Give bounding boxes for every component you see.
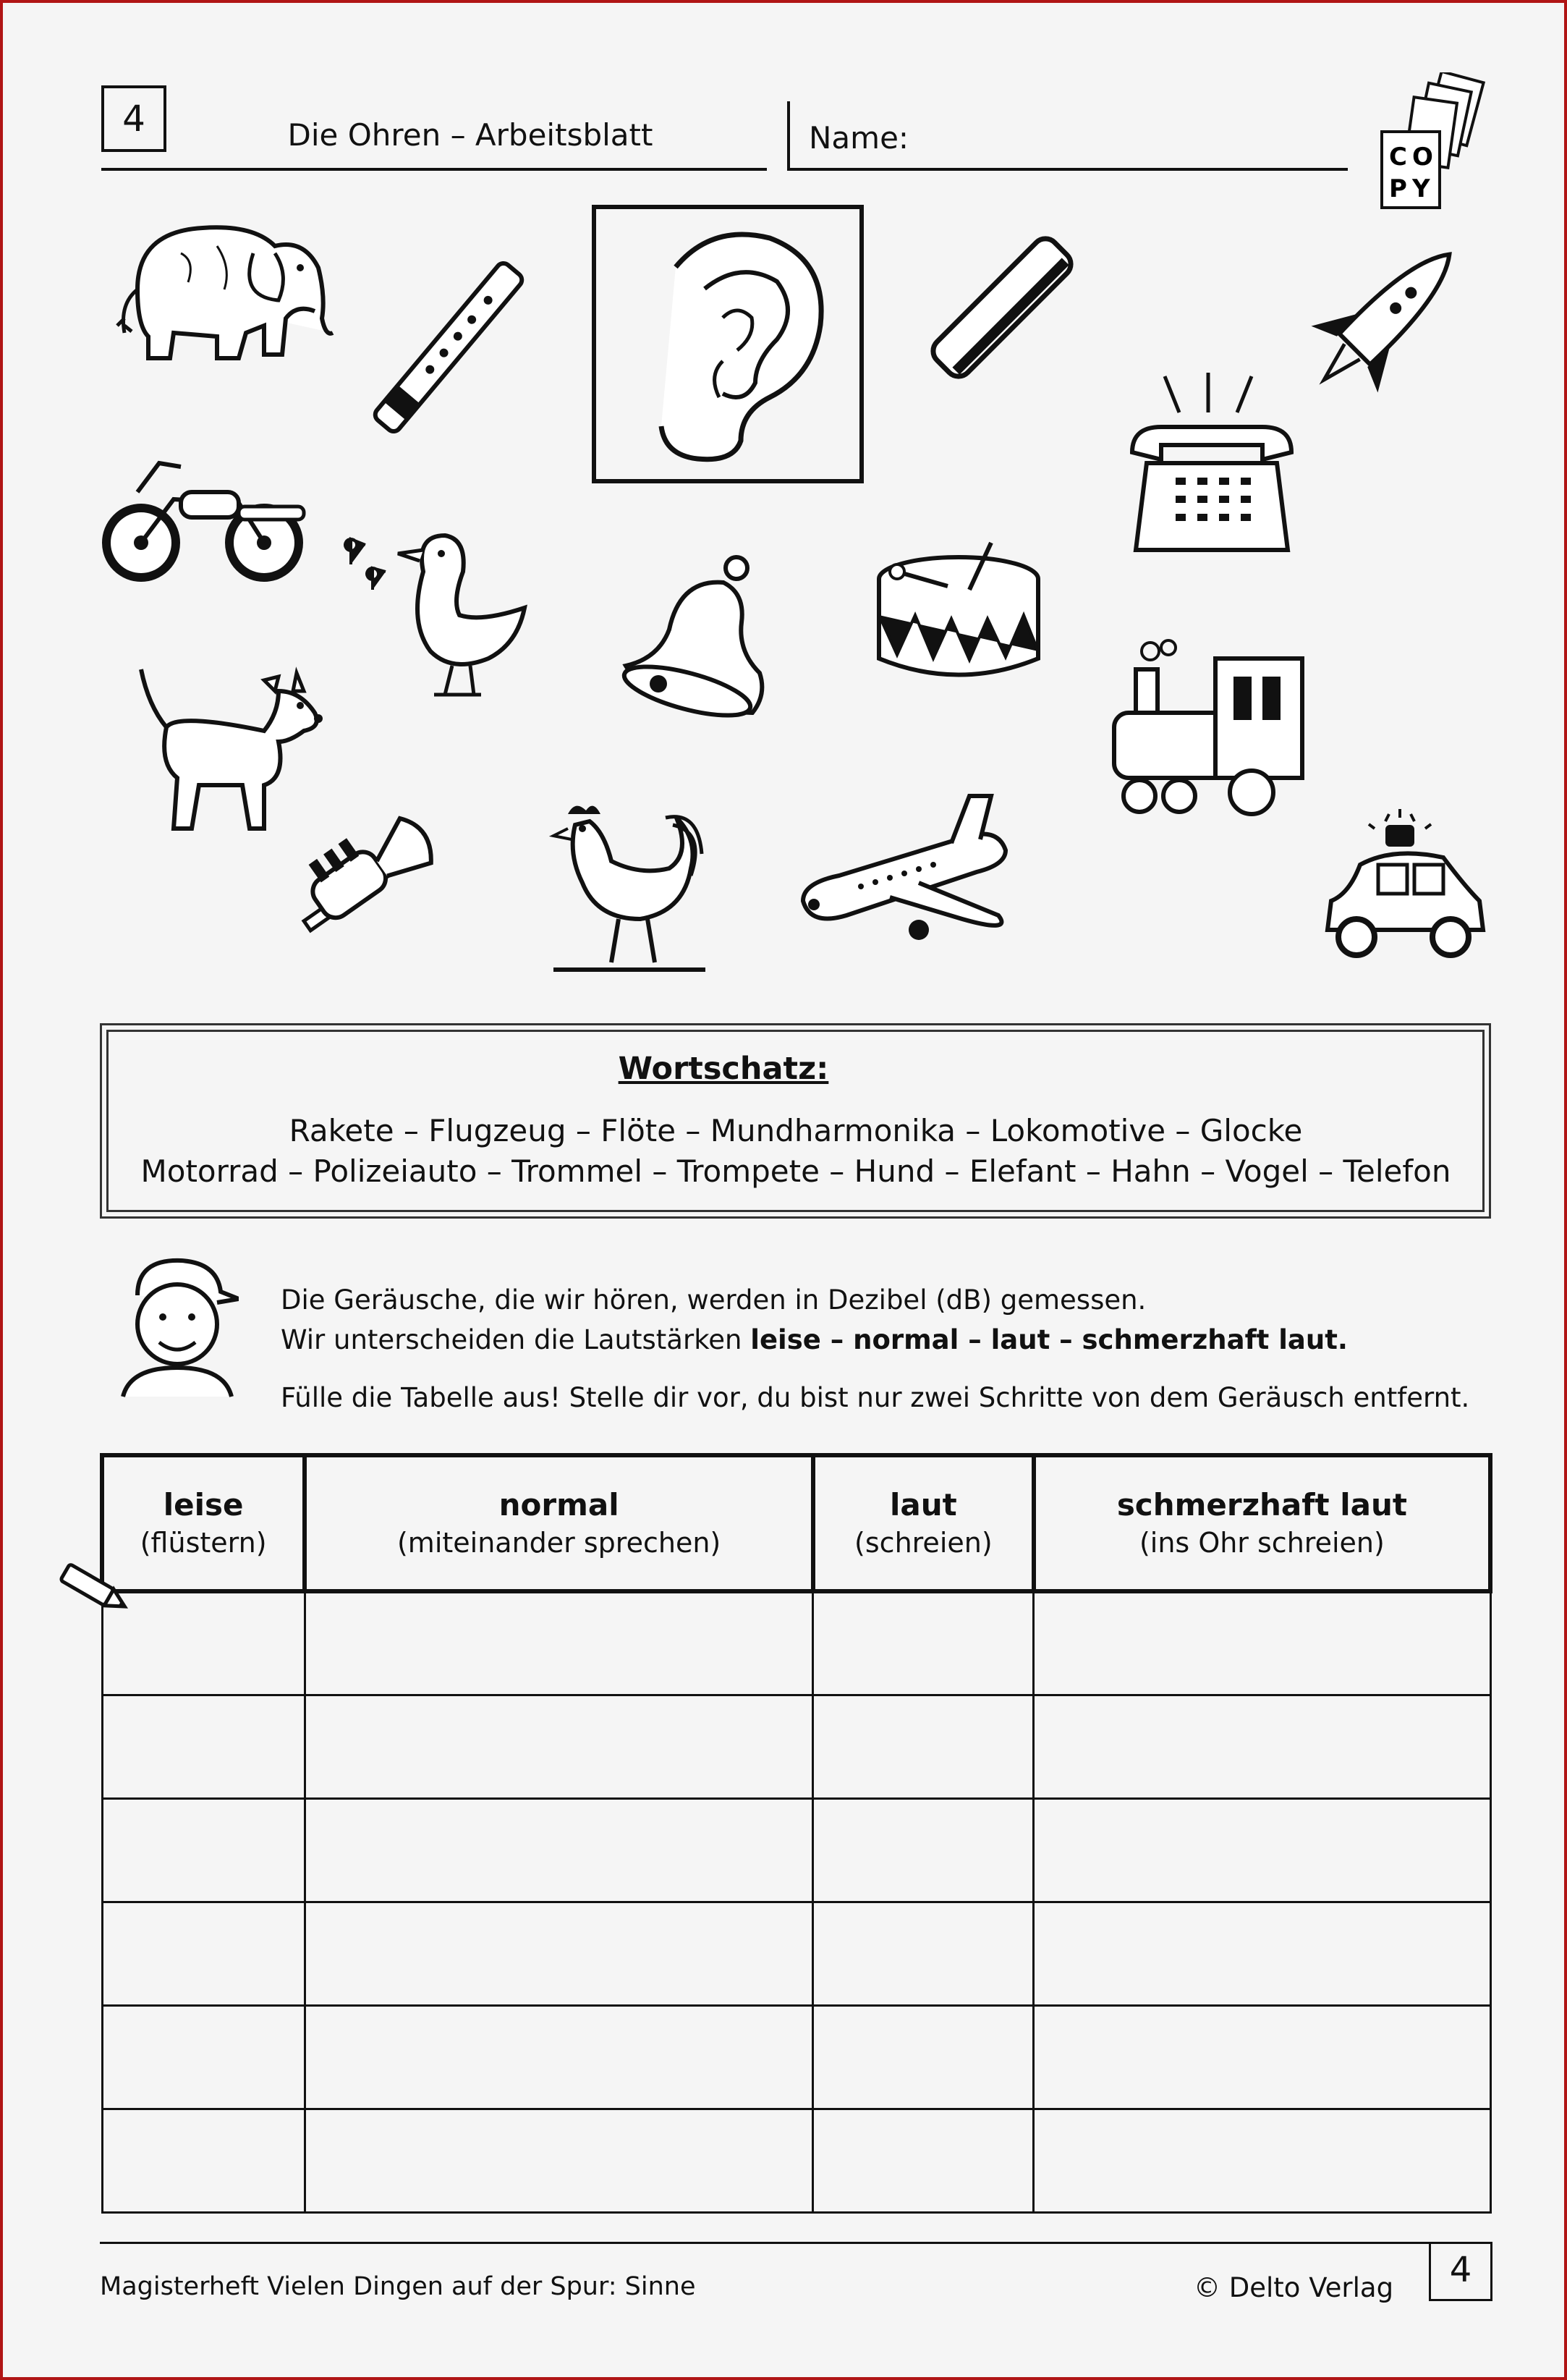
header-rule bbox=[101, 168, 767, 171]
drum-icon bbox=[868, 535, 1049, 695]
table-row bbox=[102, 1902, 1490, 2005]
vocabulary-line-1: Rakete – Flugzeug – Flöte – Mundharmonika – Lokomotive – Glocke bbox=[289, 1113, 1303, 1148]
table-cell[interactable] bbox=[813, 1798, 1034, 1902]
column-label: schmerzhaft laut bbox=[1116, 1487, 1407, 1523]
pencil-icon bbox=[54, 1563, 133, 1614]
table-cell[interactable] bbox=[102, 1695, 305, 1798]
table-cell[interactable] bbox=[1034, 2005, 1490, 2109]
footer-rule bbox=[100, 2242, 1492, 2244]
table-cell[interactable] bbox=[1034, 1902, 1490, 2005]
vocabulary-line-2: Motorrad – Polizeiauto – Trommel – Trompete – Hund – Elefant – Hahn – Vogel – Telefon bbox=[140, 1153, 1451, 1189]
copy-letter-p: P bbox=[1389, 174, 1407, 203]
table-cell[interactable] bbox=[102, 2109, 305, 2212]
instruction-levels-bold: leise – normal – laut – schmerzhaft laut. bbox=[750, 1324, 1348, 1355]
column-header-laut bbox=[813, 1455, 1034, 1591]
police-car-icon bbox=[1320, 807, 1490, 970]
copy-letter-c: C bbox=[1389, 143, 1407, 171]
instruction-levels bbox=[281, 1324, 1348, 1355]
telephone-icon bbox=[1118, 369, 1306, 564]
boy-icon bbox=[116, 1252, 239, 1400]
copy-letter-o: O bbox=[1412, 143, 1433, 171]
table-cell[interactable] bbox=[813, 2109, 1034, 2212]
instruction-decibel: Die Geräusche, die wir hören, werden in Dezibel (dB) gemessen. bbox=[281, 1284, 1147, 1316]
rooster-icon bbox=[546, 796, 713, 981]
table-cell[interactable] bbox=[305, 1695, 813, 1798]
harmonica-icon bbox=[912, 217, 1092, 398]
rocket-icon bbox=[1295, 224, 1476, 412]
footer-publication: Magisterheft Vielen Dingen auf der Spur: Sinne bbox=[100, 2272, 696, 2301]
table-cell[interactable] bbox=[305, 1798, 813, 1902]
ear-picture-frame bbox=[592, 205, 864, 483]
table-row bbox=[102, 1695, 1490, 1798]
column-header-normal bbox=[305, 1455, 813, 1591]
name-line[interactable] bbox=[787, 168, 1348, 171]
trumpet-icon bbox=[286, 789, 467, 970]
table-cell[interactable] bbox=[813, 1695, 1034, 1798]
motorcycle-icon bbox=[101, 449, 311, 586]
table-row bbox=[102, 1591, 1490, 1695]
table-row bbox=[102, 1798, 1490, 1902]
loudness-table bbox=[100, 1453, 1492, 2214]
flute-icon bbox=[365, 242, 532, 452]
table-cell[interactable] bbox=[305, 2109, 813, 2212]
page-number-box: 4 bbox=[101, 85, 166, 152]
copy-letter-y: Y bbox=[1412, 174, 1430, 203]
table-header-row bbox=[102, 1455, 1490, 1591]
airplane-icon bbox=[796, 789, 1020, 955]
table-cell[interactable] bbox=[813, 2005, 1034, 2109]
ear-icon bbox=[596, 209, 859, 479]
table-cell[interactable] bbox=[102, 1798, 305, 1902]
table-cell[interactable] bbox=[102, 2005, 305, 2109]
column-sublabel: (miteinander sprechen) bbox=[396, 1527, 721, 1559]
column-sublabel: (flüstern) bbox=[140, 1527, 267, 1559]
table-cell[interactable] bbox=[1034, 1798, 1490, 1902]
worksheet-title: Die Ohren – Arbeitsblatt bbox=[287, 117, 653, 153]
instruction-levels-prefix: Wir unterscheiden die Lautstärken bbox=[281, 1324, 751, 1355]
locomotive-icon bbox=[1107, 637, 1309, 825]
table-row bbox=[102, 2109, 1490, 2212]
column-sublabel: (ins Ohr schreien) bbox=[1139, 1527, 1385, 1559]
footer-page-number: 4 bbox=[1429, 2243, 1492, 2301]
elephant-icon bbox=[109, 210, 340, 369]
column-label: normal bbox=[498, 1487, 619, 1523]
table-cell[interactable] bbox=[305, 1591, 813, 1695]
table-cell[interactable] bbox=[1034, 2109, 1490, 2212]
table-cell[interactable] bbox=[1034, 1695, 1490, 1798]
name-label: Name: bbox=[809, 120, 909, 156]
copy-icon bbox=[1375, 72, 1505, 217]
table-cell[interactable] bbox=[813, 1902, 1034, 2005]
footer-publisher: © Delto Verlag bbox=[1194, 2272, 1394, 2303]
instruction-task: Fülle die Tabelle aus! Stelle dir vor, du bist nur zwei Schritte von dem Geräusch entfernt. bbox=[281, 1382, 1470, 1413]
column-label: leise bbox=[163, 1487, 244, 1523]
header-divider bbox=[787, 101, 790, 170]
column-sublabel: (schreien) bbox=[854, 1527, 993, 1559]
column-header-schmerzhaft-laut bbox=[1034, 1455, 1490, 1591]
table-cell[interactable] bbox=[813, 1591, 1034, 1695]
vocabulary-title: Wortschatz: bbox=[618, 1051, 829, 1087]
column-label: laut bbox=[890, 1487, 957, 1523]
bird-icon bbox=[336, 521, 539, 709]
table-cell[interactable] bbox=[1034, 1591, 1490, 1695]
table-cell[interactable] bbox=[102, 1902, 305, 2005]
table-row bbox=[102, 2005, 1490, 2109]
table-cell[interactable] bbox=[305, 2005, 813, 2109]
bell-icon bbox=[615, 550, 767, 731]
table-cell[interactable] bbox=[305, 1902, 813, 2005]
